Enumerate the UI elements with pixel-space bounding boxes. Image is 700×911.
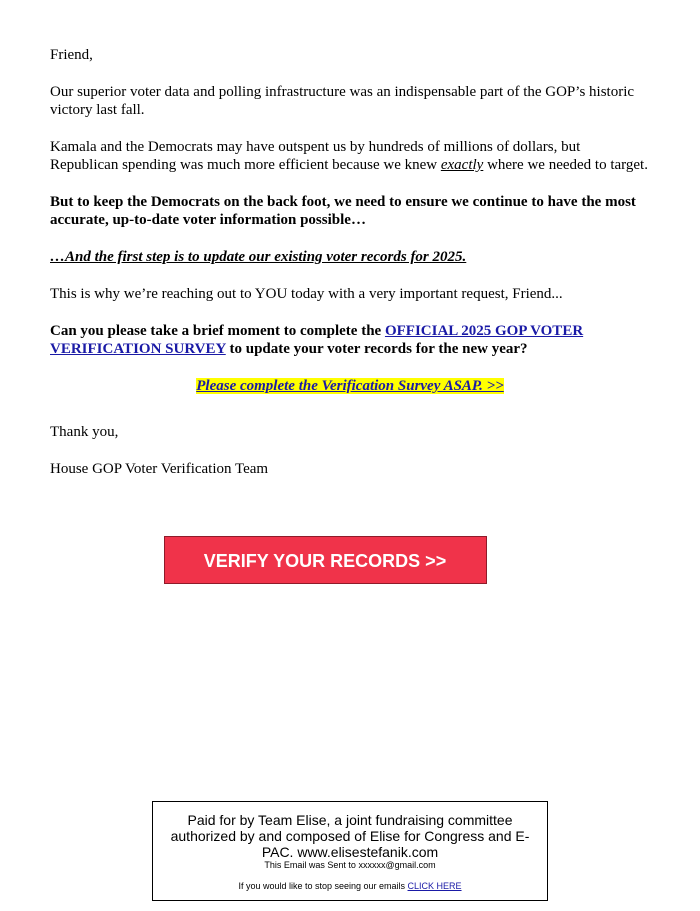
survey-link[interactable]: OFFICIAL 2025 GOP VOTER VERIFICATION SURVEY — [50, 323, 584, 357]
greeting: Friend, — [50, 47, 93, 63]
sent-to-text: This Email was Sent to xxxxxx@gmail.com — [264, 860, 436, 870]
paragraph-back-foot: But to keep the Democrats on the back foot, we need to ensure we continue to have the most accurate, up-to-date voter information possible… — [50, 194, 636, 228]
survey-ask-end: to update your voter records for the new year? — [225, 341, 528, 357]
paragraph-victory: Our superior voter data and polling infrastructure was an indispensable part of the GOP’s historic victory last fall. — [50, 84, 635, 118]
survey-ask-start: Can you please take a brief moment to complete the — [50, 323, 385, 339]
paragraph-survey-ask — [50, 322, 650, 358]
emphasis-exactly: exactly — [440, 157, 484, 173]
email-body — [50, 46, 650, 497]
paragraph-spending — [50, 138, 650, 174]
thanks-line: Thank you, — [50, 424, 119, 440]
verify-records-button[interactable]: VERIFY YOUR RECORDS >> — [164, 536, 487, 584]
signature: House GOP Voter Verification Team — [50, 461, 269, 477]
paragraph-request: This is why we’re reaching out to YOU today with a very important request, Friend... — [50, 286, 563, 302]
unsubscribe-text: If you would like to stop seeing our emails — [238, 881, 408, 891]
paragraph-spending-start: Kamala and the Democrats may have outspent us by hundreds of millions of dollars, but Republican spending was much more efficient because we knew — [50, 139, 581, 173]
cta-wrapper — [0, 536, 700, 584]
highlight-row — [50, 377, 650, 395]
footer-disclaimer — [152, 801, 548, 901]
paragraph-first-step: …And the first step is to update our existing voter records for 2025. — [50, 249, 467, 265]
paid-for-text: Paid for by Team Elise, a joint fundraising committee authorized by and composed of Elise for Congress and E-PAC. www.elisestefanik.com — [170, 812, 530, 860]
unsubscribe-line — [153, 881, 547, 892]
paragraph-spending-end: where we needed to target. — [483, 157, 648, 173]
verification-survey-link[interactable]: Please complete the Verification Survey ASAP. >> — [196, 378, 504, 394]
unsubscribe-link[interactable]: CLICK HERE — [407, 881, 462, 891]
